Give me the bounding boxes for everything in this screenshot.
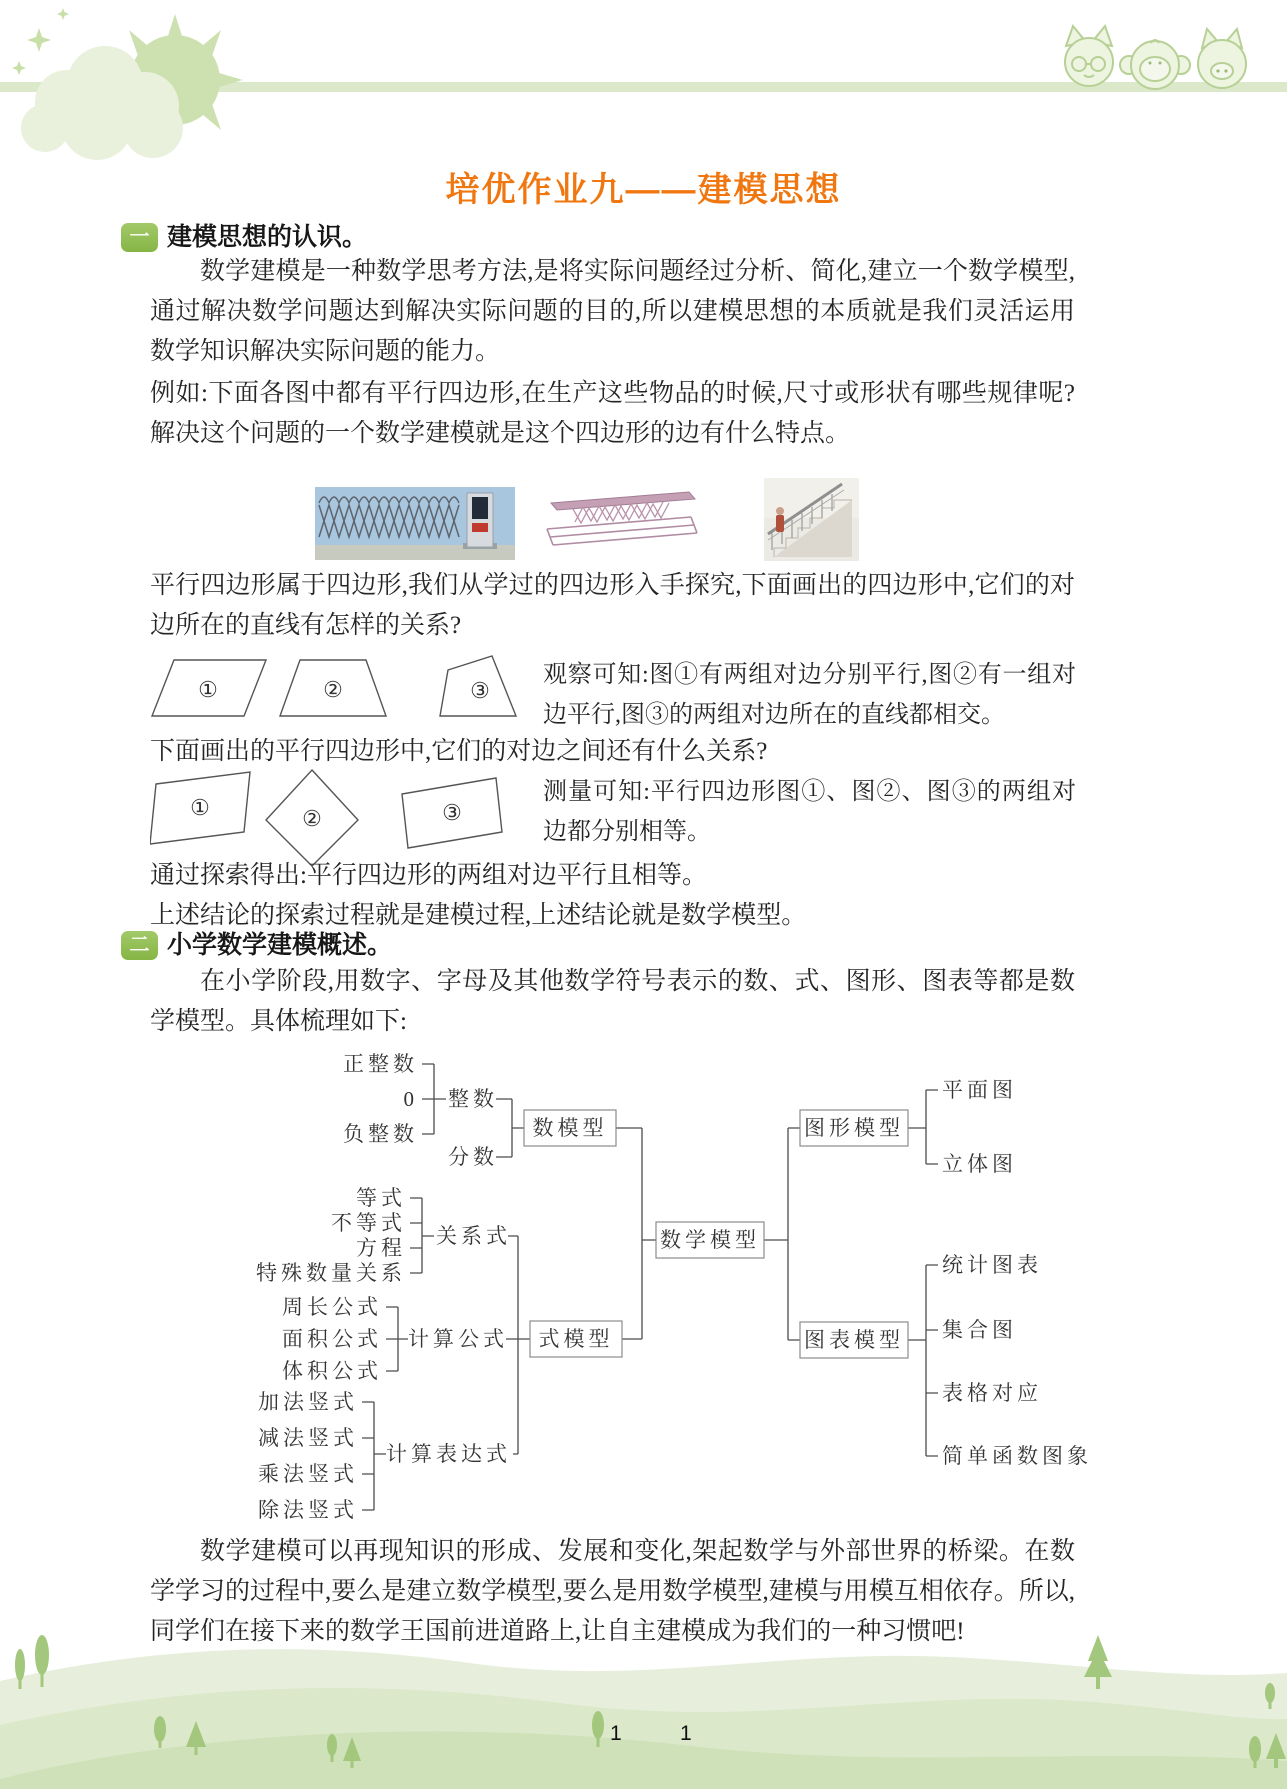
node-equation: 等式	[356, 1186, 406, 1210]
bracket-graphic	[908, 1090, 938, 1164]
monkey-icon	[1120, 40, 1190, 89]
paragraph-example: 例如:下面各图中都有平行四边形,在生产这些物品的时候,尺寸或形状有哪些规律呢?解决这个问题的一个数学建模就是这个四边形的边有什么特点。	[150, 380, 1075, 447]
bracket-number-model	[496, 1099, 524, 1157]
retractable-gate-photo	[315, 487, 515, 560]
figure2-label-2: ②	[302, 806, 322, 831]
paragraph-question2: 下面画出的平行四边形中,它们的对边之间还有什么关系?	[150, 738, 768, 765]
node-positive-integer: 正整数	[343, 1052, 418, 1076]
footer-hills-decoration	[0, 1629, 1287, 1789]
bracket-formulas	[386, 1307, 408, 1371]
figure1-label-1: ①	[198, 677, 218, 702]
node-graphic-model: 图形模型	[804, 1116, 904, 1140]
node-number-model: 数模型	[532, 1116, 608, 1140]
node-table-mapping: 表格对应	[942, 1381, 1042, 1405]
section2-heading	[121, 930, 392, 960]
figure2-caption: 测量可知:平行四边形图①、图②、图③的两组对边都分别相等。	[543, 779, 1076, 845]
cloud-sun-decoration	[5, 0, 255, 160]
section2-badge: 二	[121, 931, 158, 960]
person-figure	[776, 507, 784, 515]
node-fangcheng: 方程	[356, 1236, 406, 1260]
node-chart-model: 图表模型	[804, 1328, 904, 1352]
bracket-integers	[422, 1064, 446, 1134]
node-calc-formula: 计算公式	[408, 1327, 508, 1351]
page-number: 1	[610, 1722, 622, 1745]
star-icon	[57, 8, 69, 20]
page-title: 培优作业九——建模思想	[445, 171, 842, 209]
paragraph-closing: 数学建模可以再现知识的形成、发展和变化,架起数学与外部世界的桥梁。在数学学习的过程中,要么是建立数学模型,要么是用数学模型,建模与用模互相依存。所以,同学们在接下来的数学王国前进道路上,让自主建模成为我们的一种习惯吧!	[150, 1538, 1076, 1645]
node-fraction: 分数	[448, 1145, 498, 1169]
animal-mascots-decoration	[1052, 18, 1257, 90]
star-icon	[12, 61, 26, 75]
bracket-relations	[410, 1198, 434, 1273]
node-special-relation: 特殊数量关系	[256, 1261, 406, 1285]
figure1-label-3: ③	[470, 678, 490, 703]
section1-badge: 一	[121, 223, 158, 252]
node-multiplication-form: 乘法竖式	[258, 1462, 358, 1486]
node-statistics-chart: 统计图表	[942, 1253, 1042, 1277]
bracket-chart	[908, 1265, 938, 1456]
paragraph-model-note: 上述结论的探索过程就是建模过程,上述结论就是数学模型。	[150, 902, 807, 929]
bracket-vertical-forms	[362, 1402, 386, 1510]
paragraph-overview: 在小学阶段,用数字、字母及其他数学符号表示的数、式、图形、图表等都是数学模型。具体梳理如下:	[150, 968, 1075, 1035]
figure2-label-1: ①	[190, 795, 210, 820]
figure1-label-2: ②	[323, 677, 343, 702]
node-perimeter-formula: 周长公式	[282, 1295, 382, 1319]
figure2-label-3: ③	[442, 800, 462, 825]
node-calc-expression: 计算表达式	[386, 1442, 511, 1466]
pig-icon	[1198, 29, 1246, 88]
paragraph-explore: 平行四边形属于四边形,我们从学过的四边形入手探究,下面画出的四边形中,它们的对边所在的直线有怎样的关系?	[150, 572, 1075, 639]
paragraph-conclusion: 通过探索得出:平行四边形的两组对边平行且相等。	[150, 862, 707, 889]
page-number: 1	[680, 1722, 692, 1745]
node-division-form: 除法竖式	[258, 1498, 358, 1522]
node-relation-expression: 关系式	[436, 1224, 511, 1248]
star-icon	[27, 28, 51, 52]
node-plane-figure: 平面图	[942, 1078, 1017, 1102]
node-math-model: 数学模型	[660, 1228, 760, 1252]
section1-title: 建模思想的认识。	[167, 223, 368, 251]
node-expression-model: 式模型	[538, 1327, 614, 1351]
clothes-drying-rack-photo	[543, 489, 701, 555]
node-set-diagram: 集合图	[942, 1318, 1017, 1342]
connector-shi-model	[506, 1236, 530, 1454]
node-solid-figure: 立体图	[942, 1152, 1017, 1176]
figure1-caption: 观察可知:图①有两组对边分别平行,图②有一组对边平行,图③的两组对边所在的直线都相交。	[543, 662, 1076, 728]
section2-title: 小学数学建模概述。	[167, 931, 393, 959]
node-integer: 整数	[448, 1087, 498, 1111]
section1-heading	[121, 222, 367, 252]
node-function-graph: 简单函数图象	[942, 1444, 1092, 1468]
math-model-tree-diagram	[150, 1042, 1110, 1532]
node-zero: 0	[403, 1087, 418, 1111]
paragraph-definition: 数学建模是一种数学思考方法,是将实际问题经过分析、简化,建立一个数学模型,通过解决数学问题达到解决实际问题的目的,所以建模思想的本质就是我们灵活运用数学知识解决实际问题的能力。	[150, 258, 1075, 365]
connector-root-right	[764, 1128, 800, 1340]
node-inequality: 不等式	[331, 1211, 406, 1235]
node-volume-formula: 体积公式	[282, 1359, 382, 1383]
stair-railing-photo	[764, 478, 859, 561]
node-negative-integer: 负整数	[343, 1122, 418, 1146]
node-area-formula: 面积公式	[282, 1327, 382, 1351]
figure1-quadrilaterals	[150, 652, 540, 732]
connector-to-root-left	[616, 1128, 656, 1339]
cat-icon	[1065, 26, 1113, 86]
node-addition-form: 加法竖式	[258, 1390, 358, 1414]
node-subtraction-form: 减法竖式	[258, 1426, 358, 1450]
